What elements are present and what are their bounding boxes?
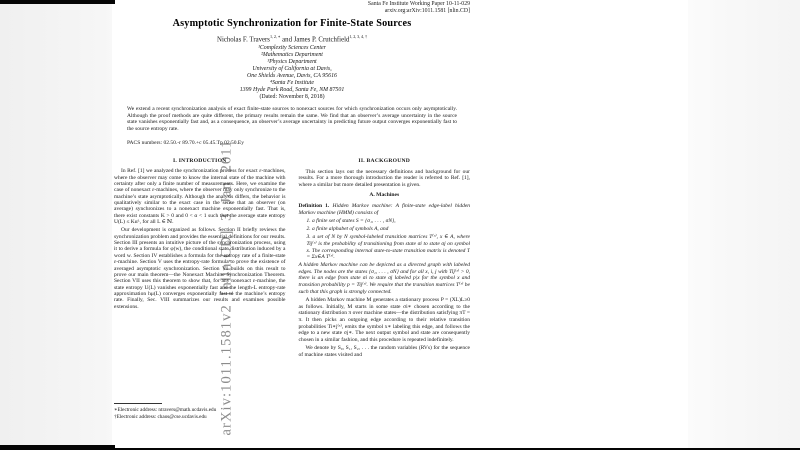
affiliation-line: ²Mathematics Department (261, 52, 323, 59)
affiliation-line: One Shields Avenue, Davis, CA 95616 (247, 73, 337, 80)
affiliation-line: ¹Complexity Sciences Center (258, 45, 326, 52)
two-column-body (114, 156, 470, 450)
dated-line: (Dated: November 8, 2018) (259, 93, 325, 100)
authors-joiner: and (280, 36, 294, 44)
abstract: We extend a recent synchronization analysis of exact finite-state sources to nonexact sources for which synchronization occurs only asymptotically. Although the proof methods are quite different, the primary results remain the same. We find that an observer’s average uncertainty in the source state vanishes exponentially fast and, as a consequence, an observer’s average uncertainty in predicting future output converges exponentially fast to the source entropy rate. (127, 105, 457, 133)
background-intro-paragraph: This section lays out the necessary definitions and background for our results. For a more thorough introduction the reader is referred to Ref. [1], where a similar but more detailed presentation is given. (298, 168, 470, 188)
definition-text: Hidden Markov machine: A finite-state edge-label hidden Markov machine (HMM) consists of (298, 202, 470, 216)
right-column (299, 156, 471, 450)
footnote-rule (114, 403, 162, 404)
author-2-superscripts: 1, 2, 3, 4, † (349, 34, 367, 40)
paper-content (114, 0, 470, 450)
definition-label: Definition 1. (298, 202, 330, 209)
graph-depiction-paragraph: A hidden Markov machine can be depicted as a directed graph with labeled edges. The nodes are the states {σ₁, . . . , σN} and for all x, i, j with Tij⁽ˣ⁾ > 0, there is an edge from state σi to state σj labeled p|x for the symbol x and transition probability p = Tij⁽ˣ⁾. We require that the transition matrices T⁽ˣ⁾ be such that this graph is strongly connected. (298, 262, 470, 295)
bottom-left-black-bar (0, 445, 115, 450)
top-left-black-bar (0, 0, 115, 4)
arxiv-sidebar-stamp: arXiv:1011.1581v2 [nlin.CD] 3 Jan 2011 (218, 139, 235, 436)
author-1: Nicholas F. Travers (217, 36, 270, 44)
author-1-superscripts: 1, 2, ∗ (269, 34, 281, 40)
definition-item-2: 2. a finite alphabet of symbols A, and (306, 226, 389, 233)
definition-list (299, 218, 471, 261)
left-column (114, 156, 286, 450)
affiliation-line: ³Physics Department (267, 59, 317, 66)
authors-line (114, 34, 470, 43)
section-heading-background: II. BACKGROUND (358, 158, 411, 164)
stationary-process-paragraph: A hidden Markov machine M generates a stationary process P = (XL)L≥0 as follows. Initially, M starts in some state σi∗ chosen according to the stationary distribution π over machine states—the distribution satisfying πT = π. It then picks an outgoing edge according to their relative transition probabilities Ti∗j⁽ˣ⁾, emits the symbol x∗ labeling this edge, and follows the edge to a new state σj∗. The next output symbol and state are consequently chosen in a similar fashion, and this procedure is repeated indefinitely. (298, 297, 470, 343)
pacs-line: PACS numbers: 02.50.-r 89.70.+c 05.45.Tp 02.50.Ey (127, 140, 245, 147)
footnote-email-1: ∗Electronic address: ntravers@math.ucdavis.edu (114, 407, 217, 414)
affiliation-line: 1399 Hyde Park Road, Santa Fe, NM 87501 (239, 86, 345, 93)
working-paper-header (114, 0, 470, 14)
footnotes (114, 403, 286, 450)
affiliations (114, 45, 470, 100)
arxiv-id-header: arxiv.org:arXiv:1011.1581 [nlin.CD] (384, 7, 470, 14)
definition-1 (299, 203, 471, 216)
intro-paragraph-2: Our development is organized as follows. Section II briefly reviews the synchronization problem and provides the essential definitions for our results. Section III presents an intuitive picture of the synchronization process, using it to derive a formula for φ(w), the conditional state distribution induced by a word w. Section IV establishes a formula for the entropy rate of a finite-state ε-machine. Section V uses the entropy-rate formula to prove the existence of averaged asymptotic synchronization. Section VI builds on this result to prove our main theorem—the Nonexact Machine Synchronization Theorem. Section VII uses this theorem to show that, for any nonexact ε-machine, the state entropy U(L) vanishes exponentially fast and the length-L entropy-rate approximation hμ(L) converges exponentially fast to the machine’s entropy rate. Finally, Sec. VIII summarizes our results and examines possible extensions. (114, 227, 286, 310)
footnote-email-2: †Electronic address: chaos@cse.ucdavis.edu (114, 413, 207, 420)
definition-item-3: 3. a set of N by N symbol-labeled transition matrices T⁽ˣ⁾, x ∈ A, where Tij⁽ˣ⁾ is the probability of transitioning from state σi to state σj on symbol x. The corresponding internal state-to-state transition matrix is denoted T = Σx∈A T⁽ˣ⁾. (306, 234, 470, 261)
affiliation-line: University of California at Davis, (252, 66, 332, 73)
subsection-heading-machines: A. Machines (369, 192, 400, 199)
author-2: James P. Crutchfield (293, 36, 350, 44)
working-paper-id: Santa Fe Institute Working Paper 10-11-029 (367, 1, 470, 7)
intro-paragraph-1: In Ref. [1] we analyzed the synchronization process for exact ε-machines, where the observer may come to know the internal state of the machine with certainty after only a finite number of measurements. Here, we examine the case of nonexact ε-machines, where the observer may only synchronize to the machine’s state asymptotically. Although the analysis differs, the behavior is qualitatively similar to the exact case in the sense that an observer (on average) synchronizes to a nonexact machine exponentially fast. That is, there exist constants K > 0 and 0 < α < 1 such that the average state entropy U(L) ≤ Kαᴸ, for all L ∈ ℕ. (114, 168, 286, 226)
paper-title: Asymptotic Synchronization for Finite-State Sources (172, 18, 412, 30)
random-variables-paragraph: We denote by S₀, S₁, S₂, . . . the random variables (RVs) for the sequence of machine states visited and (298, 345, 470, 358)
section-heading-introduction: I. INTRODUCTION (173, 158, 227, 164)
affiliation-line: ⁴Santa Fe Institute (270, 79, 314, 86)
definition-item-1: 1. a finite set of states S = {σ₁, . . . , σN}, (306, 218, 396, 225)
